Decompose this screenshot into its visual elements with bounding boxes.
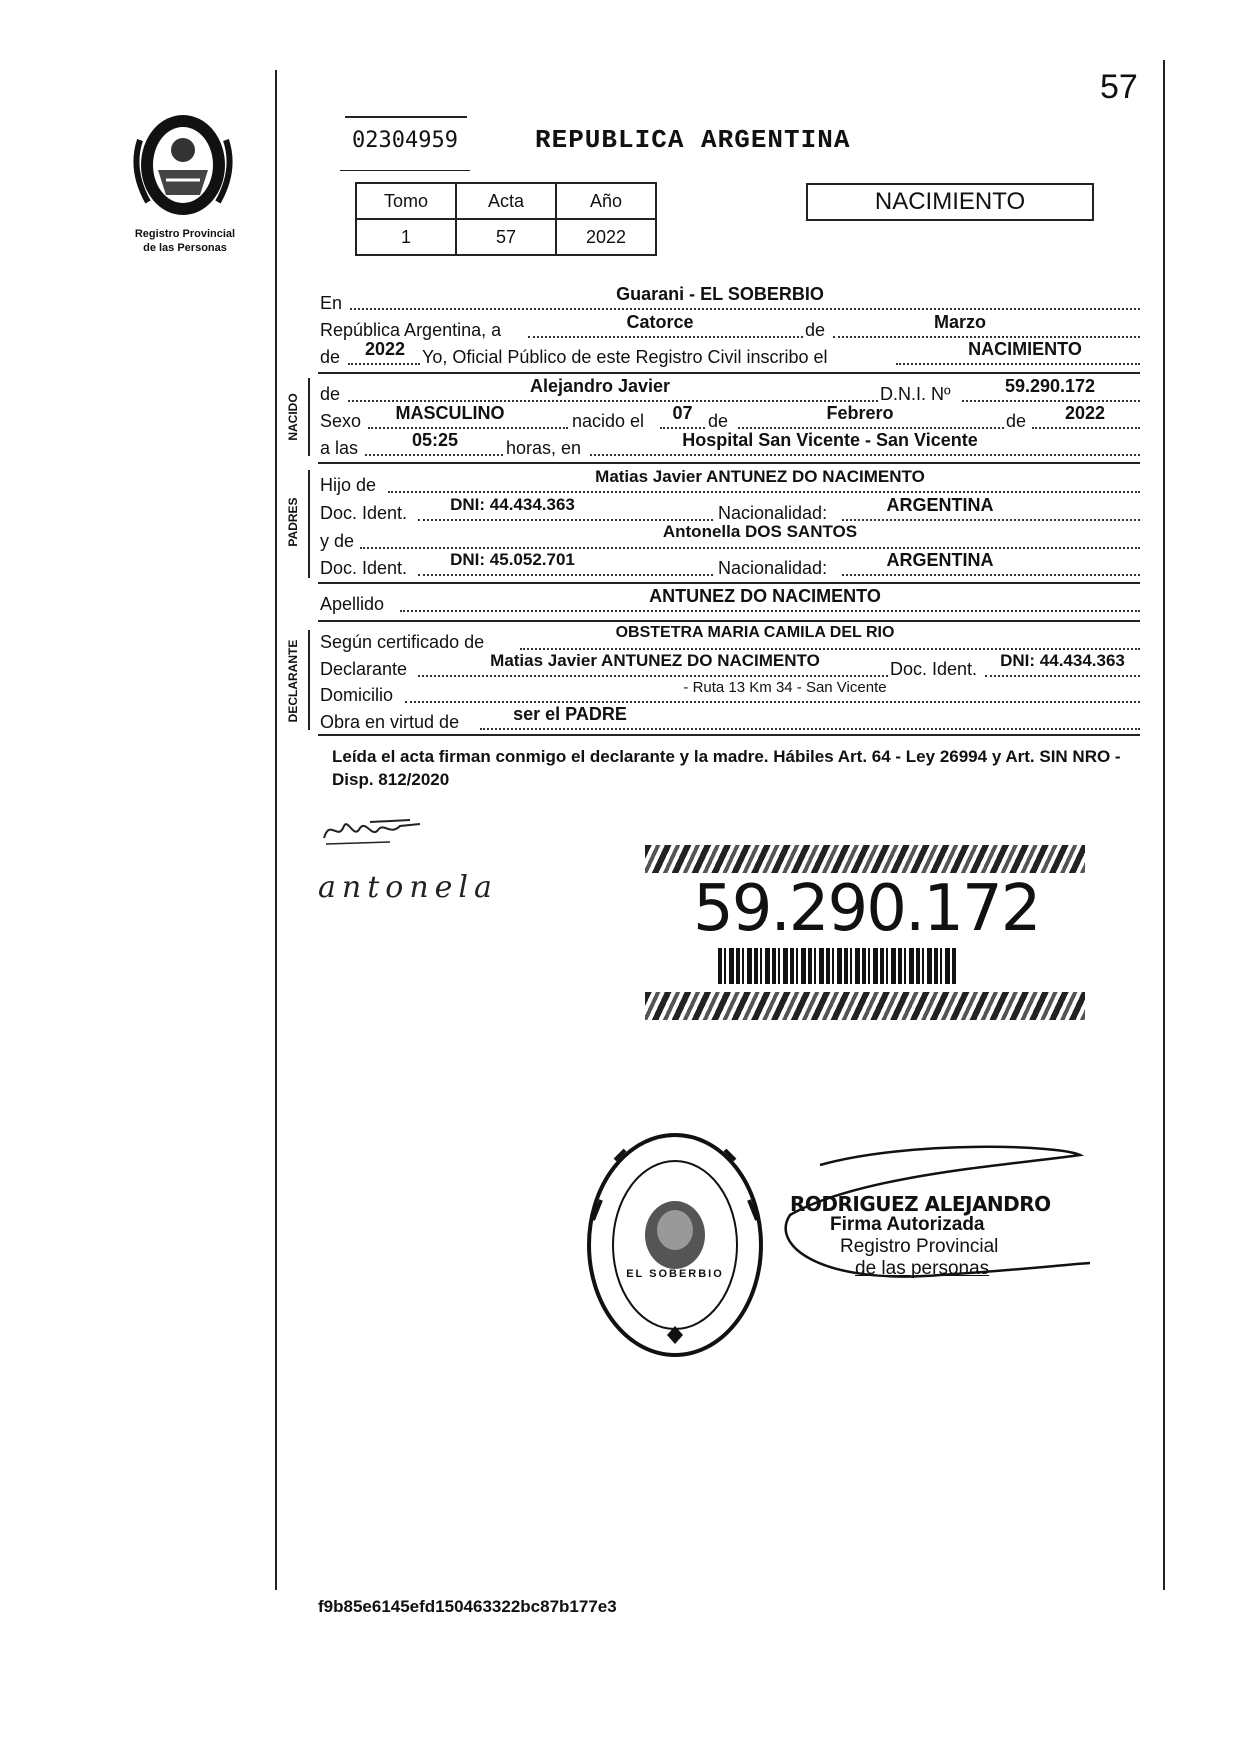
label-horas-en: horas, en: [506, 438, 582, 458]
logo-caption-1: Registro Provincial: [134, 228, 236, 240]
dots-tipo: [896, 363, 1140, 365]
dots-padre-doc: [418, 519, 713, 521]
official-title: Firma Autorizada: [830, 1214, 985, 1235]
value-declarante: Matias Javier ANTUNEZ DO NACIMENTO: [490, 651, 820, 670]
dots-lugar-nac: [590, 454, 1140, 456]
declarante-bracket: [308, 630, 310, 730]
dots-domicilio: [405, 701, 1140, 703]
dots-declarante: [418, 675, 888, 677]
closing-text: Leída el acta firman conmigo el declarante y la madre. Hábiles Art. 64 - Ley 26994 y Art. SIN NRO - Disp. 812/2020: [332, 747, 1121, 789]
value-tipo: NACIMIENTO: [968, 339, 1082, 359]
dots-anio: [348, 363, 420, 365]
label-de-anio: de: [320, 347, 341, 367]
label-segun-certificado: Según certificado de: [320, 632, 485, 652]
dots-virtud: [480, 728, 1140, 730]
label-yo-oficial: Yo, Oficial Público de este Registro Civil inscribo el: [422, 347, 828, 367]
value-madre-nac: ARGENTINA: [886, 550, 994, 570]
dots-padre: [388, 491, 1140, 493]
label-de-mes: de: [805, 320, 826, 340]
registry-table: [355, 182, 657, 256]
left-margin-line: [275, 70, 277, 1590]
label-doc-ident-2: Doc. Ident.: [320, 558, 408, 578]
value-padre-nac: ARGENTINA: [886, 495, 994, 515]
rule-5: [318, 734, 1140, 736]
label-nacionalidad-1: Nacionalidad:: [718, 503, 828, 523]
dots-padre-nac: [842, 519, 1140, 521]
serial-number: 02304959: [352, 128, 458, 153]
coat-of-arms-icon: [128, 110, 238, 220]
logo-caption-2: de las Personas: [143, 242, 227, 254]
value-madre-doc: DNI: 45.052.701: [450, 550, 575, 569]
dots-madre-nac: [842, 574, 1140, 576]
document-hash: f9b85e6145efd150463322bc87b177e3: [318, 1597, 617, 1616]
dots-apellido: [400, 610, 1140, 612]
dots-mes-nac: [738, 427, 1004, 429]
value-madre: Antonella DOS SANTOS: [662, 522, 858, 541]
label-apellido: Apellido: [320, 594, 385, 614]
page-number: 57: [1100, 68, 1138, 106]
dots-en: [350, 308, 1140, 310]
dots-madre-doc: [418, 574, 713, 576]
dots-anio-nac: [1032, 427, 1140, 429]
value-sexo: MASCULINO: [395, 403, 505, 423]
dots-dia: [528, 336, 803, 338]
seal-center-text: EL SOBERBIO: [626, 1268, 724, 1280]
serial-overline: [345, 116, 467, 118]
value-mes-acta: Marzo: [933, 312, 986, 332]
security-band-top: [645, 845, 1085, 873]
document-title: REPUBLICA ARGENTINA: [535, 125, 851, 155]
value-dia-acta: Catorce: [626, 312, 694, 332]
label-sexo: Sexo: [320, 411, 362, 431]
value-padre: Matias Javier ANTUNEZ DO NACIMENTO: [595, 467, 925, 486]
label-a-las: a las: [320, 438, 359, 458]
dots-madre: [360, 547, 1140, 549]
rule-4: [318, 620, 1140, 622]
table-value-anio: 2022: [556, 219, 656, 255]
table-header-tomo: Tomo: [356, 183, 456, 219]
dots-declarante-doc: [985, 675, 1140, 677]
table-header-anio: Año: [556, 183, 656, 219]
label-de2: de: [708, 411, 729, 431]
dots-certificado: [520, 648, 1140, 650]
value-padre-doc: DNI: 44.434.363: [450, 495, 575, 514]
table-value-tomo: 1: [356, 219, 456, 255]
delegation-seal: [585, 1130, 765, 1360]
dots-dni: [962, 400, 1140, 402]
label-republica: República Argentina, a: [320, 320, 502, 340]
value-hora: 05:25: [411, 430, 459, 450]
value-dia-nac: 07: [672, 403, 693, 423]
nacido-bracket: [308, 378, 310, 456]
official-org-2: de las personas: [855, 1258, 990, 1279]
signature-declarante: [320, 808, 430, 848]
side-label-nacido: NACIDO: [286, 393, 300, 441]
side-label-declarante: DECLARANTE: [286, 639, 300, 723]
dots-nombre: [348, 400, 878, 402]
dots-mes: [833, 336, 1140, 338]
rule-3: [318, 582, 1140, 584]
label-nacido-el: nacido el: [572, 411, 645, 431]
value-nombre: Alejandro Javier: [529, 376, 671, 396]
label-hijo-de: Hijo de: [320, 475, 377, 495]
label-de3: de: [1006, 411, 1027, 431]
label-de-nombre: de: [320, 384, 341, 404]
section-box-nacimiento: NACIMIENTO: [806, 183, 1094, 221]
value-dni: 59.290.172: [1004, 376, 1096, 396]
padres-bracket: [308, 470, 310, 578]
label-en: En: [320, 293, 343, 313]
rule-2: [318, 462, 1140, 464]
value-domicilio: - Ruta 13 Km 34 - San Vicente: [683, 679, 887, 696]
rule-1: [318, 372, 1140, 374]
label-domicilio: Domicilio: [320, 685, 394, 705]
label-nacionalidad-2: Nacionalidad:: [718, 558, 828, 578]
value-certificado: OBSTETRA MARIA CAMILA DEL RIO: [615, 624, 895, 641]
signature-madre: antonela: [318, 870, 498, 905]
security-band-bottom: [645, 992, 1085, 1020]
dots-sexo: [368, 427, 568, 429]
value-declarante-doc: DNI: 44.434.363: [1000, 651, 1125, 670]
side-label-padres: PADRES: [286, 497, 300, 547]
dni-barcode: [718, 948, 958, 984]
serial-underline: [340, 170, 470, 171]
dots-dia-nac: [660, 427, 705, 429]
official-name: RODRIGUEZ ALEJANDRO: [790, 1192, 1051, 1216]
official-org-1: Registro Provincial: [840, 1236, 999, 1257]
table-value-acta: 57: [456, 219, 556, 255]
value-anio-nac: 2022: [1064, 403, 1106, 423]
value-apellido: ANTUNEZ DO NACIMENTO: [649, 586, 881, 606]
dots-hora: [365, 454, 503, 456]
label-doc-ident-3: Doc. Ident.: [890, 659, 978, 679]
label-y-de: y de: [320, 531, 355, 551]
value-anio-acta: 2022: [364, 339, 406, 359]
value-mes-nac: Febrero: [826, 403, 894, 423]
value-virtud: ser el PADRE: [513, 704, 627, 724]
dni-stamp-number: 59.290.172: [693, 872, 1040, 946]
label-obra-en-virtud: Obra en virtud de: [320, 712, 460, 732]
province-logo: [128, 110, 238, 220]
right-margin-line: [1163, 60, 1165, 1590]
label-declarante: Declarante: [320, 659, 408, 679]
value-lugar: Guarani - EL SOBERBIO: [616, 284, 824, 304]
table-header-acta: Acta: [456, 183, 556, 219]
label-dni: D.N.I. Nº: [880, 384, 951, 404]
value-lugar-nac: Hospital San Vicente - San Vicente: [682, 430, 978, 450]
label-doc-ident-1: Doc. Ident.: [320, 503, 408, 523]
